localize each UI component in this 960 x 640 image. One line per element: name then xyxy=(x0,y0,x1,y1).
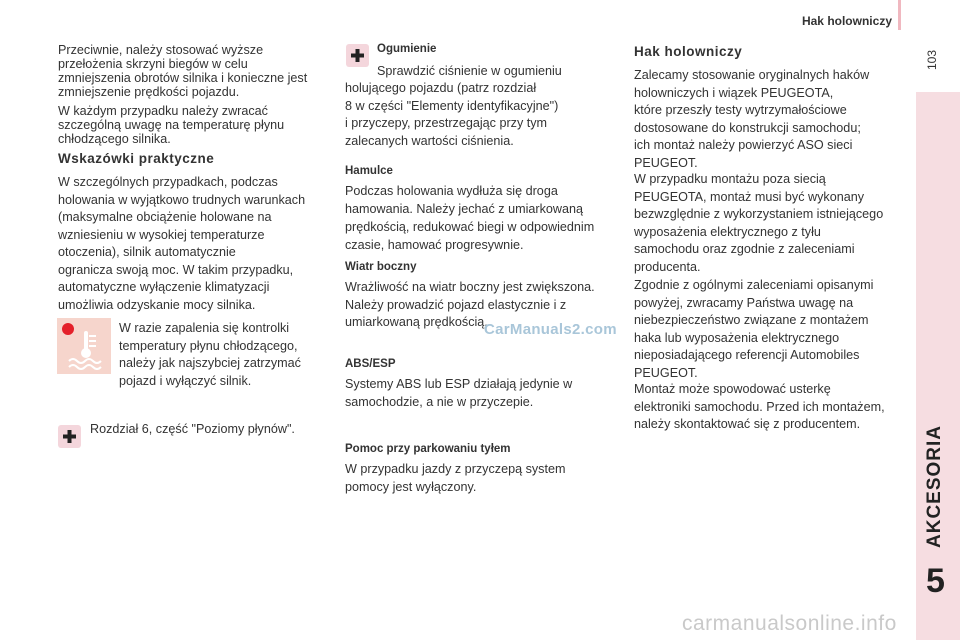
brakes-body: Podczas holowania wydłuża się droga hamowania. Należy jechać z umiarkowaną prędkością, redukować biegi w odpowiednim czasie, hamować progresywnie. xyxy=(345,184,595,252)
coolant-temperature-warning-icon xyxy=(67,328,105,370)
intro-paragraph-2: W każdym przypadku należy zwracać szczególną uwagę na temperaturę płynu chłodzącego silnika. xyxy=(58,104,285,146)
plus-icon xyxy=(346,44,369,67)
towbar-heading: Hak holowniczy xyxy=(634,44,743,59)
practical-tips-heading: Wskazówki praktyczne xyxy=(58,151,215,166)
crosswind-body: Wrażliwość na wiatr boczny jest zwiększona. Należy prowadzić pojazd elastycznie i z umiarkowaną prędkością. xyxy=(345,280,595,329)
fluid-levels-note: Rozdział 6, część "Poziomy płynów". xyxy=(90,422,295,436)
chapter-number: 5 xyxy=(926,562,945,600)
plus-icon xyxy=(58,425,81,448)
tyres-title: Ogumienie xyxy=(377,43,437,55)
towbar-paragraph-4: Montaż może spowodować usterkę elektroniki samochodu. Przed ich montażem, należy skontaktować się z producentem. xyxy=(634,382,885,431)
section-label: AKCESORIA xyxy=(924,424,945,548)
intro-paragraph: Przeciwnie, należy stosować wyższe przełożenia skrzyni biegów w celu zmniejszenia obrotów silnika i konieczne jest zmniejszenie prędkości pojazdu. xyxy=(58,43,308,99)
abs-esp-title: ABS/ESP xyxy=(345,358,396,370)
coolant-warning-box xyxy=(57,318,111,374)
towbar-paragraph-3: Zgodnie z ogólnymi zaleceniami opisanymi powyżej, zwracamy Państwa uwagę na niebezpieczeństwo związane z montażem haka lub wyposażenia elektrycznego nieposiadającego referencji Automobiles PEUGEOT. xyxy=(634,278,874,380)
practical-tips-body: W szczególnych przypadkach, podczas holowania w wyjątkowo trudnych warunkach (maksymalne obciążenie holowane na wzniesieniu w wysokiej temperaturze otoczenia), silnik automatycznie ogranicza swoją moc. W takim przypadku, automatyczne wyłączenie klimatyzacji umożliwia odzyskanie mocy silnika. xyxy=(58,175,306,312)
coolant-warning-text: W razie zapalenia się kontrolki temperatury płynu chłodzącego, należy jak najszybciej zatrzymać pojazd i wyłączyć silnik. xyxy=(119,321,301,388)
watermark-carmanuals: CarManuals2.com xyxy=(484,321,617,338)
footer-watermark: carmanualsonline.info xyxy=(682,612,897,635)
tyres-body: holującego pojazdu (patrz rozdział 8 w części "Elementy identyfikacyjne") i przyczepy, przestrzegając przy tym zalecanych wartości ciśnienia. xyxy=(345,81,559,148)
parking-aid-body: W przypadku jazdy z przyczepą system pomocy jest wyłączony. xyxy=(345,462,566,494)
header-divider xyxy=(898,0,901,30)
towbar-paragraph-1: Zalecamy stosowanie oryginalnych haków holowniczych i wiązek PEUGEOTA, które przeszły testy wytrzymałościowe dostosowane do konstrukcji samochodu; ich montaż należy powierzyć ASO sieci PEUGEOT. xyxy=(634,68,870,170)
tyres-body-first: Sprawdzić ciśnienie w ogumieniu xyxy=(377,64,562,78)
brakes-title: Hamulce xyxy=(345,165,393,177)
abs-esp-body: Systemy ABS lub ESP działają jedynie w samochodzie, a nie w przyczepie. xyxy=(345,377,573,409)
crosswind-title: Wiatr boczny xyxy=(345,261,417,273)
page-number: 103 xyxy=(925,49,939,70)
parking-aid-title: Pomoc przy parkowaniu tyłem xyxy=(345,443,511,455)
towbar-paragraph-2: W przypadku montażu poza siecią PEUGEOTA, montaż musi być wykonany bezwzględnie z wykorzystaniem istniejącego wyposażenia elektrycznego z tyłu samochodu oraz zgodnie z zaleceniami producenta. xyxy=(634,172,884,274)
page-header-title: Hak holowniczy xyxy=(801,14,892,28)
chapter-sidebar xyxy=(916,92,960,640)
